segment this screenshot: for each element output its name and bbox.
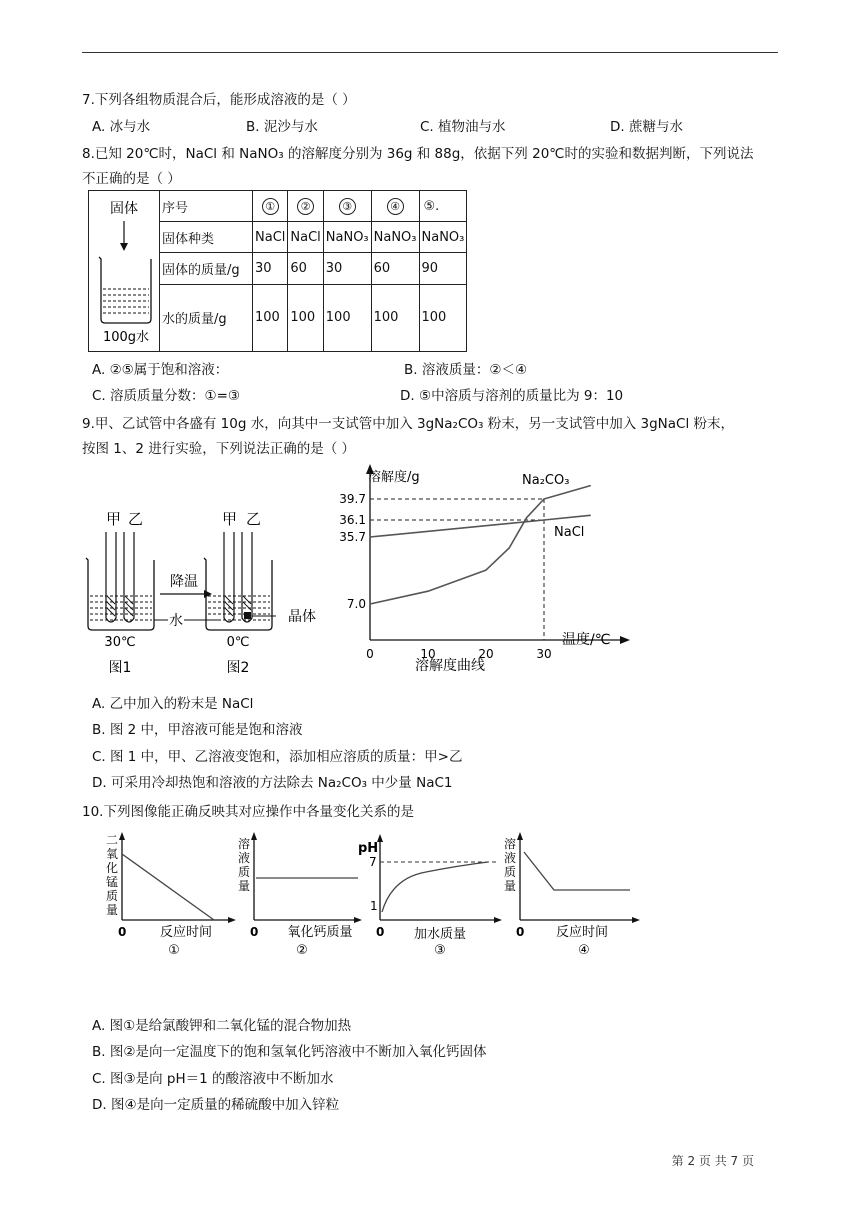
- row-label-solid-mass: 固体的质量/g: [160, 253, 253, 284]
- series-point: [509, 547, 510, 548]
- graph-4: [504, 832, 640, 958]
- legend-na2co3: Na₂CO₃: [522, 473, 570, 488]
- fig2-caption: 图2: [226, 660, 250, 676]
- graph-4-line: [524, 852, 630, 890]
- q7-stem: 7.下列各组物质混合后，能形成溶液的是（ ）: [82, 92, 356, 108]
- q10-option-b: B. 图②是向一定温度下的饱和氢氧化钙溶液中不断加入氧化钙固体: [92, 1044, 487, 1060]
- graph-4-origin: 0: [516, 925, 525, 939]
- tube-a-label-2: 甲: [222, 510, 238, 528]
- graph-1-xlabel: 反应时间: [159, 925, 213, 940]
- crystal-label: 晶体: [288, 609, 316, 625]
- graph-1: [106, 832, 236, 958]
- cell: NaCl: [253, 222, 288, 253]
- cell: 100: [323, 284, 371, 351]
- graph-3-number: ③: [434, 943, 446, 958]
- beaker-2-icon: [204, 558, 272, 630]
- q8-stem-line1: 8.已知 20℃时，NaCl 和 NaNO₃ 的溶解度分别为 36g 和 88g，依据下列 20℃时的实验和数据判断，下列说法: [82, 146, 754, 162]
- cell: 100: [419, 284, 467, 351]
- solid-label: 固体: [110, 201, 138, 217]
- q10-option-d: D. 图④是向一定质量的稀硫酸中加入锌粒: [92, 1097, 340, 1113]
- x-tick-label: 0: [366, 647, 374, 661]
- header-rule: [82, 52, 778, 53]
- graph-1-number: ①: [168, 943, 180, 958]
- chart-caption: 溶解度曲线: [415, 658, 485, 674]
- x-tick-label: 30: [536, 647, 552, 661]
- page-footer: 第 2 页 共 7 页: [671, 1154, 754, 1168]
- temp-30-label: 30℃: [104, 635, 136, 650]
- cell: 60: [371, 253, 419, 284]
- cool-down-label: 降温: [170, 574, 198, 590]
- col-3: ③: [339, 198, 356, 215]
- cell: 100: [253, 284, 288, 351]
- q7-option-b: B. 泥沙与水: [246, 119, 318, 135]
- graph-2: [238, 832, 362, 958]
- q9-option-c: C. 图 1 中，甲、乙溶液变饱和，添加相应溶质的质量：甲>乙: [92, 749, 463, 765]
- q8-option-a: A. ②⑤属于饱和溶液：: [92, 362, 229, 378]
- series-point: [526, 517, 527, 518]
- q8-option-d: D. ⑤中溶质与溶剂的质量比为 9：10: [400, 388, 624, 404]
- cell: NaNO₃: [371, 222, 419, 253]
- series-point: [427, 591, 428, 592]
- tube-b-label-1: 乙: [128, 510, 144, 528]
- q7-option-d: D. 蔗糖与水: [610, 119, 683, 135]
- series-point: [369, 603, 370, 604]
- cell: NaNO₃: [419, 222, 467, 253]
- graph-2-number: ②: [296, 943, 308, 958]
- q8-stem-line2: 不正确的是（ ）: [82, 171, 181, 187]
- graph-2-origin: 0: [250, 925, 259, 939]
- col-5: ⑤.: [419, 191, 467, 222]
- q9-experiment-figure: [80, 500, 340, 690]
- col-4: ④: [387, 198, 404, 215]
- col-2: ②: [297, 198, 314, 215]
- row-label-water-mass: 水的质量/g: [160, 284, 253, 351]
- series-point: [543, 519, 544, 520]
- arrow-right-icon: [204, 590, 212, 598]
- graph-4-ylabel: 溶液质量: [504, 837, 517, 893]
- q7-option-a: A. 冰与水: [92, 119, 151, 135]
- q9-option-d: D. 可采用冷却热饱和溶液的方法除去 Na₂CO₃ 中少量 NaC1: [92, 775, 453, 791]
- y-tick-label: 7.0: [346, 597, 366, 611]
- water-100g-label: 100g水: [102, 330, 150, 345]
- tube-b-label-2: 乙: [246, 510, 262, 528]
- tube-a-label-1: 甲: [106, 510, 122, 528]
- graph-3-xlabel: 加水质量: [413, 927, 467, 942]
- graph-1-ylabel: 二氧化锰质量: [106, 833, 119, 917]
- q8-option-c: C. 溶质质量分数：①=③: [92, 388, 241, 404]
- fig1-caption: 图1: [108, 660, 132, 676]
- q9-option-b: B. 图 2 中，甲溶液可能是饱和溶液: [92, 722, 303, 738]
- cell: NaNO₃: [323, 222, 371, 253]
- graph-3-line: [382, 862, 488, 912]
- x-axis-arrow-icon: [620, 636, 630, 644]
- solubility-chart: [330, 460, 630, 682]
- cell: 90: [419, 253, 467, 284]
- graph-3-ytick-1: 1: [370, 899, 378, 913]
- cell: 60: [288, 253, 323, 284]
- cell: NaCl: [288, 222, 323, 253]
- graph-3-ytick-7: 7: [369, 855, 377, 869]
- row-label-solid-type: 固体种类: [160, 222, 253, 253]
- q7-option-c: C. 植物油与水: [420, 119, 506, 135]
- beaker-1-icon: [86, 558, 154, 630]
- q9-stem-line2: 按图 1、2 进行实验，下列说法正确的是（ ）: [82, 441, 356, 457]
- x-tick-label: 10: [420, 647, 436, 661]
- q9-stem-line1: 9.甲、乙试管中各盛有 10g 水，向其中一支试管中加入 3gNa₂CO₃ 粉末，另一支试管中加入 3gNaCl 粉末，: [82, 416, 734, 432]
- cell: 30: [253, 253, 288, 284]
- y-axis-label: 溶解度/g: [368, 470, 420, 485]
- cell: 100: [371, 284, 419, 351]
- water-label: 水: [169, 613, 183, 629]
- graph-3-origin: 0: [376, 925, 385, 939]
- q8-table: [88, 190, 467, 352]
- cell: 30: [323, 253, 371, 284]
- col-1: ①: [262, 198, 279, 215]
- graph-2-xlabel: 氧化钙质量: [287, 925, 353, 940]
- q10-option-a: A. 图①是给氯酸钾和二氧化锰的混合物加热: [92, 1018, 352, 1034]
- graph-4-number: ④: [578, 943, 590, 958]
- q10-graphs: [96, 828, 656, 958]
- graph-4-xlabel: 反应时间: [555, 925, 609, 940]
- x-axis-label: 温度/℃: [562, 632, 611, 648]
- temp-0-label: 0℃: [226, 635, 250, 650]
- series-point: [590, 485, 591, 486]
- cell: 100: [288, 284, 323, 351]
- y-tick-label: 36.1: [339, 513, 366, 527]
- row-label-number: 序号: [160, 191, 253, 222]
- q8-option-b: B. 溶液质量：②＜④: [404, 362, 528, 378]
- series-point: [369, 536, 370, 537]
- beaker-figure: [89, 191, 159, 347]
- q10-stem: 10.下列图像能正确反映其对应操作中各量变化关系的是: [82, 804, 414, 820]
- graph-3: [358, 834, 502, 958]
- x-tick-label: 20: [478, 647, 494, 661]
- graph-2-ylabel: 溶液质量: [238, 837, 251, 893]
- series-line-na2co3: [370, 486, 590, 604]
- q8-beaker-cell: [89, 191, 160, 352]
- q10-option-c: C. 图③是向 pH＝1 的酸溶液中不断加水: [92, 1071, 334, 1087]
- y-tick-label: 39.7: [339, 492, 366, 506]
- q9-option-a: A. 乙中加入的粉末是 NaCl: [92, 696, 254, 712]
- y-tick-label: 35.7: [339, 530, 366, 544]
- series-point: [543, 498, 544, 499]
- graph-3-ylabel: pH: [358, 841, 379, 856]
- graph-1-origin: 0: [118, 925, 127, 939]
- legend-nacl: NaCl: [554, 525, 585, 540]
- series-point: [485, 570, 486, 571]
- crystal-icon: [244, 612, 251, 619]
- graph-1-line: [122, 854, 214, 920]
- series-point: [590, 515, 591, 516]
